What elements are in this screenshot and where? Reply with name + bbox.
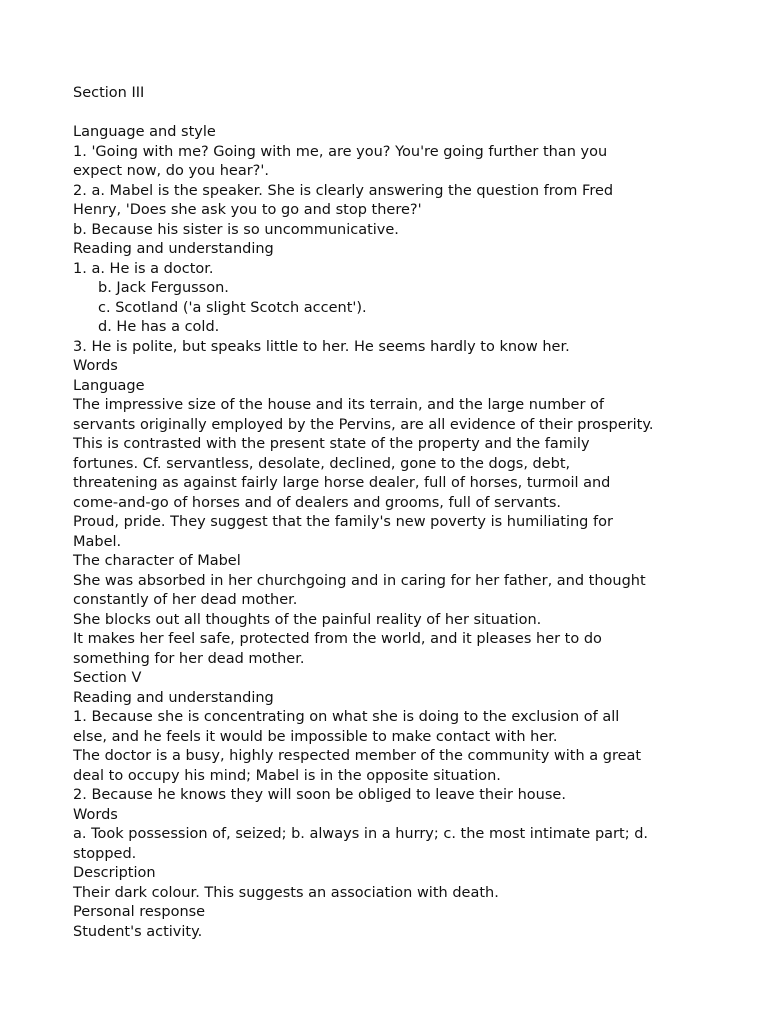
text-line: threatening as against fairly large horse dealer, full of horses, turmoil and	[73, 475, 611, 491]
section-heading: Section III	[73, 85, 145, 101]
text-line: The doctor is a busy, highly respected member of the community with a great	[73, 748, 642, 764]
text-line: fortunes. Cf. servantless, desolate, declined, gone to the dogs, debt,	[73, 455, 571, 472]
text-line: stopped.	[73, 845, 137, 862]
text-line: 1. 'Going with me? Going with me, are you? You're going further than you	[73, 143, 608, 160]
text-line: a. Took possession of, seized; b. always in a hurry; c. the most intimate part; d.	[73, 826, 649, 842]
subheading: Language and style	[73, 124, 216, 140]
text-line: Mabel.	[73, 533, 122, 550]
text-line: 2. Because he knows they will soon be obliged to leave their house.	[73, 787, 566, 803]
subheading: Reading and understanding	[73, 241, 274, 257]
text-line: servants originally employed by the Pervins, are all evidence of their prosperity.	[73, 416, 654, 433]
subheading: Description	[73, 865, 156, 881]
text-line: come-and-go of horses and of dealers and grooms, full of servants.	[73, 494, 561, 511]
text-line: Henry, 'Does she ask you to go and stop there?'	[73, 202, 422, 218]
text-line: something for her dead mother.	[73, 650, 305, 667]
text-line-indented: c. Scotland ('a slight Scotch accent').	[98, 299, 367, 316]
text-line-indented: d. He has a cold.	[98, 319, 220, 335]
subheading: Language	[73, 377, 145, 394]
text-line: 1. a. He is a doctor.	[73, 260, 214, 277]
text-line: Student's activity.	[73, 923, 203, 940]
text-line: Proud, pride. They suggest that the family's new poverty is humiliating for	[73, 514, 613, 530]
text-line: It makes her feel safe, protected from the world, and it pleases her to do	[73, 631, 602, 647]
section-heading: Section V	[73, 670, 142, 686]
text-line: The impressive size of the house and its terrain, and the large number of	[73, 397, 604, 413]
text-line: She blocks out all thoughts of the painful reality of her situation.	[73, 611, 542, 628]
text-line: 3. He is polite, but speaks little to her. He seems hardly to know her.	[73, 338, 570, 355]
text-line: She was absorbed in her churchgoing and in caring for her father, and thought	[73, 572, 646, 589]
subheading: Words	[73, 358, 118, 374]
text-line: Their dark colour. This suggests an association with death.	[73, 884, 499, 901]
subheading: Words	[73, 806, 118, 823]
text-line: b. Because his sister is so uncommunicative.	[73, 221, 399, 238]
subheading: Personal response	[73, 904, 206, 920]
text-line: deal to occupy his mind; Mabel is in the opposite situation.	[73, 767, 501, 784]
subheading: The character of Mabel	[73, 553, 241, 569]
text-line-indented: b. Jack Fergusson.	[98, 280, 229, 296]
blank-line	[73, 104, 733, 124]
subheading: Reading and understanding	[73, 689, 274, 706]
text-line: This is contrasted with the present state of the property and the family	[73, 436, 590, 452]
text-line: expect now, do you hear?'.	[73, 163, 269, 179]
text-line: 2. a. Mabel is the speaker. She is clearly answering the question from Fred	[73, 182, 614, 199]
text-line: 1. Because she is concentrating on what she is doing to the exclusion of all	[73, 709, 620, 725]
text-line: constantly of her dead mother.	[73, 592, 298, 608]
document-page	[73, 84, 733, 942]
text-line: else, and he feels it would be impossible to make contact with her.	[73, 728, 558, 745]
